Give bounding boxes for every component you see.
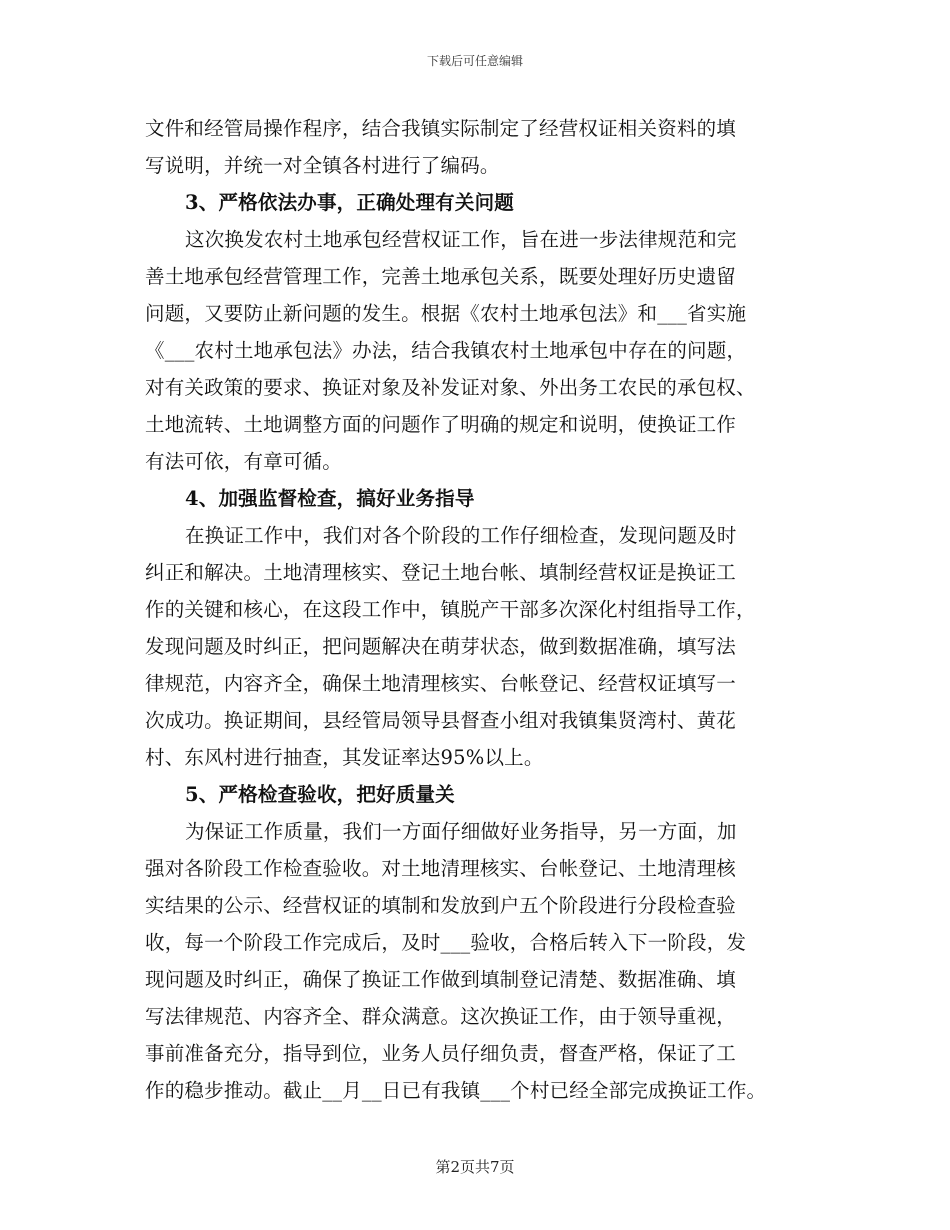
text-line: 土地流转、土地调整方面的问题作了明确的规定和说明，使换证工作	[145, 413, 737, 436]
text-line: 收，每一个阶段工作完成后，及时___验收，合格后转入下一阶段，发	[145, 931, 747, 954]
text-line: 有法可依，有章可循。	[145, 450, 343, 473]
text-line: 村、东风村进行抽查，其发证率达95%以上。	[145, 746, 544, 769]
page-header: 下载后可任意编辑	[426, 54, 523, 68]
text-line: 次成功。换证期间，县经管局领导县督查小组对我镇集贤湾村、黄花	[145, 709, 737, 732]
section-heading-5: 5、严格检查验收，把好质量关	[185, 783, 455, 806]
section-heading-3: 3、严格依法办事，正确处理有关问题	[185, 191, 514, 214]
text-line: 文件和经管局操作程序，结合我镇实际制定了经营权证相关资料的填	[145, 117, 737, 140]
text-line: 写说明，并统一对全镇各村进行了编码。	[145, 154, 500, 177]
text-line: 为保证工作质量，我们一方面仔细做好业务指导，另一方面，加	[185, 820, 737, 843]
text-line: 发现问题及时纠正，把问题解决在萌芽状态，做到数据准确，填写法	[145, 635, 737, 658]
text-line: 善土地承包经营管理工作，完善土地承包关系，既要处理好历史遗留	[145, 265, 737, 288]
text-line: 在换证工作中，我们对各个阶段的工作仔细检查，发现问题及时	[185, 524, 737, 547]
text-line: 事前准备充分，指导到位，业务人员仔细负责，督查严格，保证了工	[145, 1042, 737, 1065]
text-line: 律规范，内容齐全，确保土地清理核实、台帐登记、经营权证填写一	[145, 672, 737, 695]
text-line: 实结果的公示、经营权证的填制和发放到户五个阶段进行分段检查验	[145, 894, 737, 917]
page-number: 第2页共7页	[435, 1158, 515, 1176]
text-line: 作的关键和核心，在这段工作中，镇脱产干部多次深化村组指导工作，	[145, 598, 756, 621]
text-line: 问题，又要防止新问题的发生。根据《农村土地承包法》和___省实施	[145, 302, 747, 325]
text-line: 《___农村土地承包法》办法，结合我镇农村土地承包中存在的问题，	[145, 339, 747, 362]
text-line: 纠正和解决。土地清理核实、登记土地台帐、填制经营权证是换证工	[145, 561, 737, 584]
text-line: 作的稳步推动。截止__月__日已有我镇___个村已经全部完成换证工作。	[145, 1079, 767, 1102]
text-line: 写法律规范、内容齐全、群众满意。这次换证工作，由于领导重视，	[145, 1005, 737, 1028]
text-line: 强对各阶段工作检查验收。对土地清理核实、台帐登记、土地清理核	[145, 857, 737, 880]
text-line: 这次换发农村土地承包经营权证工作，旨在进一步法律规范和完	[185, 228, 737, 251]
text-line: 对有关政策的要求、换证对象及补发证对象、外出务工农民的承包权、	[145, 376, 756, 399]
section-heading-4: 4、加强监督检查，搞好业务指导	[185, 487, 475, 510]
document-body	[145, 110, 825, 1109]
text-line: 现问题及时纠正，确保了换证工作做到填制登记清楚、数据准确、填	[145, 968, 737, 991]
